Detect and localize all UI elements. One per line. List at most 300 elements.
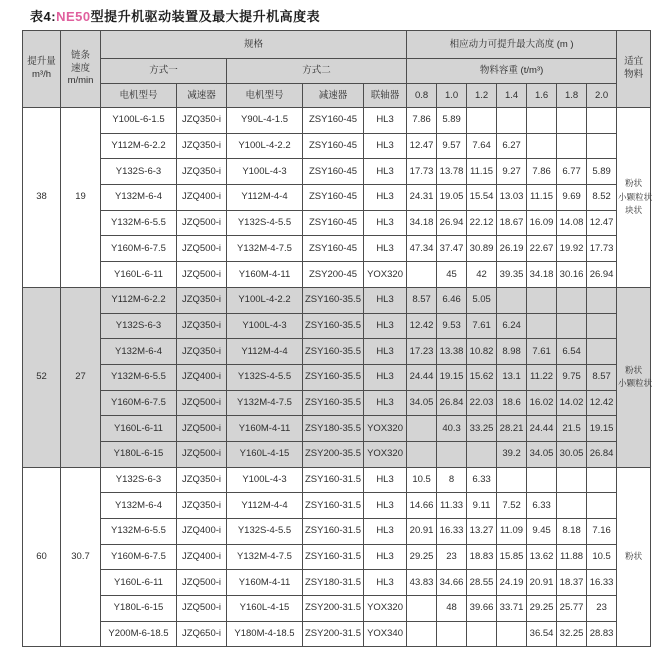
method1-reducer-cell: JZQ350-i — [177, 313, 227, 339]
max-height-cell: 16.33 — [437, 519, 467, 545]
max-height-cell: 28.21 — [497, 416, 527, 442]
max-height-cell: 15.54 — [467, 185, 497, 211]
method2-reducer-cell: ZSY160-45 — [303, 210, 364, 236]
header-density-1.6: 1.6 — [527, 84, 557, 108]
chain-speed-cell: 27 — [61, 287, 101, 467]
max-height-cell: 9.45 — [527, 519, 557, 545]
method1-reducer-cell: JZQ350-i — [177, 133, 227, 159]
coupling-cell: YOX320 — [364, 416, 407, 442]
max-height-cell: 9.11 — [467, 493, 497, 519]
method2-reducer-cell: ZSY160-45 — [303, 236, 364, 262]
method1-motor-model-cell: Y112M-6-2.2 — [101, 287, 177, 313]
max-height-cell: 34.05 — [527, 441, 557, 467]
max-height-cell: 8.57 — [407, 287, 437, 313]
max-height-cell: 6.77 — [557, 159, 587, 185]
method2-reducer-cell: ZSY160-35.5 — [303, 390, 364, 416]
max-height-cell: 39.2 — [497, 441, 527, 467]
table-row — [23, 544, 651, 570]
max-height-cell — [557, 467, 587, 493]
max-height-cell: 47.34 — [407, 236, 437, 262]
header-spec: 规格 — [101, 31, 407, 59]
header-density-1.4: 1.4 — [497, 84, 527, 108]
method1-motor-model-cell: Y132S-6-3 — [101, 313, 177, 339]
max-height-cell: 20.91 — [527, 570, 557, 596]
max-height-cell: 14.08 — [557, 210, 587, 236]
header-coupling: 联轴器 — [364, 84, 407, 108]
table-row — [23, 493, 651, 519]
method1-motor-model-cell: Y132M-6-4 — [101, 339, 177, 365]
max-height-cell: 29.25 — [527, 596, 557, 622]
header-chain-unit: m/min — [67, 75, 94, 87]
method1-motor-model-cell: Y160L-6-11 — [101, 416, 177, 442]
table-row — [23, 390, 651, 416]
method1-motor-model-cell: Y132M-6-5.5 — [101, 364, 177, 390]
table-row — [23, 262, 651, 288]
method1-motor-model-cell: Y132M-6-4 — [101, 493, 177, 519]
header-density-0.8: 0.8 — [407, 84, 437, 108]
method1-reducer-cell: JZQ500-i — [177, 262, 227, 288]
max-height-cell: 13.1 — [497, 364, 527, 390]
max-height-cell — [587, 133, 617, 159]
method1-motor-model-cell: Y112M-6-2.2 — [101, 133, 177, 159]
max-height-cell: 23 — [587, 596, 617, 622]
max-height-cell: 10.82 — [467, 339, 497, 365]
max-height-cell — [557, 108, 587, 134]
method2-motor-model-cell: Y132M-4-7.5 — [227, 236, 303, 262]
max-height-cell: 6.33 — [467, 467, 497, 493]
max-height-cell: 11.88 — [557, 544, 587, 570]
method2-motor-model-cell: Y100L-4-2.2 — [227, 133, 303, 159]
max-height-cell: 16.09 — [527, 210, 557, 236]
max-height-cell: 34.05 — [407, 390, 437, 416]
table-row — [23, 133, 651, 159]
method2-reducer-cell: ZSY160-45 — [303, 185, 364, 211]
table-row — [23, 467, 651, 493]
max-height-cell: 13.62 — [527, 544, 557, 570]
max-height-cell: 7.16 — [587, 519, 617, 545]
max-height-cell: 39.35 — [497, 262, 527, 288]
max-height-cell: 9.57 — [437, 133, 467, 159]
method2-reducer-cell: ZSY160-45 — [303, 108, 364, 134]
max-height-cell: 6.24 — [497, 313, 527, 339]
max-height-cell — [437, 621, 467, 647]
method2-reducer-cell: ZSY160-31.5 — [303, 519, 364, 545]
method2-reducer-cell: ZSY160-31.5 — [303, 544, 364, 570]
method1-motor-model-cell: Y100L-6-1.5 — [101, 108, 177, 134]
method1-motor-model-cell: Y160M-6-7.5 — [101, 390, 177, 416]
coupling-cell: HL3 — [364, 467, 407, 493]
max-height-cell — [467, 108, 497, 134]
max-height-cell: 48 — [437, 596, 467, 622]
max-height-cell: 13.78 — [437, 159, 467, 185]
coupling-cell: HL3 — [364, 493, 407, 519]
header-chain-label1: 链条 — [70, 49, 90, 61]
max-height-cell: 15.85 — [497, 544, 527, 570]
max-height-cell — [587, 108, 617, 134]
max-height-cell: 5.05 — [467, 287, 497, 313]
method1-reducer-cell: JZQ400-i — [177, 364, 227, 390]
header-capacity-unit: m³/h — [32, 69, 51, 80]
max-height-cell: 26.84 — [587, 441, 617, 467]
max-height-cell: 30.89 — [467, 236, 497, 262]
method1-reducer-cell: JZQ500-i — [177, 390, 227, 416]
max-height-cell: 17.73 — [587, 236, 617, 262]
max-height-cell: 21.5 — [557, 416, 587, 442]
max-height-cell: 18.67 — [497, 210, 527, 236]
method2-motor-model-cell: Y132S-4-5.5 — [227, 210, 303, 236]
max-height-cell: 15.62 — [467, 364, 497, 390]
max-height-cell: 13.38 — [437, 339, 467, 365]
method1-motor-model-cell: Y132M-6-5.5 — [101, 210, 177, 236]
method2-reducer-cell: ZSY180-31.5 — [303, 570, 364, 596]
suitable-material-cell: 粉状 — [617, 467, 651, 647]
max-height-cell: 18.83 — [467, 544, 497, 570]
method2-reducer-cell: ZSY160-31.5 — [303, 493, 364, 519]
max-height-cell — [587, 339, 617, 365]
max-height-cell — [407, 416, 437, 442]
table-row — [23, 441, 651, 467]
hoist-spec-table — [22, 30, 651, 647]
page-title — [30, 6, 656, 25]
max-height-cell: 17.23 — [407, 339, 437, 365]
method1-reducer-cell: JZQ500-i — [177, 441, 227, 467]
method1-motor-model-cell: Y160M-6-7.5 — [101, 236, 177, 262]
max-height-cell: 33.71 — [497, 596, 527, 622]
method1-reducer-cell: JZQ500-i — [177, 210, 227, 236]
method2-motor-model-cell: Y160L-4-15 — [227, 596, 303, 622]
method2-reducer-cell: ZSY160-31.5 — [303, 467, 364, 493]
max-height-cell — [587, 493, 617, 519]
method2-reducer-cell: ZSY160-35.5 — [303, 313, 364, 339]
chain-speed-cell: 19 — [61, 108, 101, 288]
method1-motor-model-cell: Y160L-6-11 — [101, 570, 177, 596]
method1-reducer-cell: JZQ350-i — [177, 159, 227, 185]
method1-reducer-cell: JZQ400-i — [177, 544, 227, 570]
max-height-cell: 7.61 — [527, 339, 557, 365]
coupling-cell: HL3 — [364, 390, 407, 416]
max-height-cell: 8.52 — [587, 185, 617, 211]
max-height-cell: 19.05 — [437, 185, 467, 211]
coupling-cell: HL3 — [364, 570, 407, 596]
max-height-cell: 43.83 — [407, 570, 437, 596]
header-material-label1: 适宜 — [624, 56, 644, 68]
coupling-cell: YOX320 — [364, 596, 407, 622]
max-height-cell: 24.19 — [497, 570, 527, 596]
max-height-cell: 7.64 — [467, 133, 497, 159]
max-height-cell: 36.54 — [527, 621, 557, 647]
max-height-cell — [497, 287, 527, 313]
max-height-cell: 24.44 — [407, 364, 437, 390]
coupling-cell: HL3 — [364, 185, 407, 211]
max-height-cell — [527, 108, 557, 134]
method1-motor-model-cell: Y180L-6-15 — [101, 596, 177, 622]
max-height-cell: 13.27 — [467, 519, 497, 545]
max-height-cell: 19.15 — [587, 416, 617, 442]
max-height-cell: 26.94 — [587, 262, 617, 288]
coupling-cell: HL3 — [364, 236, 407, 262]
max-height-cell: 39.66 — [467, 596, 497, 622]
suitable-material-cell: 粉状 小颗粒状 块状 — [617, 108, 651, 288]
max-height-cell: 7.86 — [407, 108, 437, 134]
method2-motor-model-cell: Y132M-4-7.5 — [227, 390, 303, 416]
max-height-cell: 24.44 — [527, 416, 557, 442]
method1-reducer-cell: JZQ500-i — [177, 596, 227, 622]
method1-reducer-cell: JZQ350-i — [177, 467, 227, 493]
max-height-cell: 16.33 — [587, 570, 617, 596]
chain-speed-cell: 30.7 — [61, 467, 101, 647]
max-height-cell: 9.53 — [437, 313, 467, 339]
title-model-highlight: NE50 — [56, 9, 91, 24]
coupling-cell: HL3 — [364, 544, 407, 570]
table-row — [23, 416, 651, 442]
header-max-height: 相应动力可提升最大高度 (m ) — [407, 31, 617, 59]
max-height-cell: 11.15 — [467, 159, 497, 185]
max-height-cell — [407, 262, 437, 288]
header-reducer-2: 减速器 — [303, 84, 364, 108]
header-chain-label2: 速度 — [70, 62, 90, 74]
max-height-cell: 7.61 — [467, 313, 497, 339]
max-height-cell: 19.92 — [557, 236, 587, 262]
max-height-cell: 12.47 — [587, 210, 617, 236]
method1-motor-model-cell: Y160L-6-11 — [101, 262, 177, 288]
header-method1: 方式一 — [101, 59, 227, 84]
max-height-cell: 40.3 — [437, 416, 467, 442]
method2-motor-model-cell: Y100L-4-3 — [227, 313, 303, 339]
header-density-1.8: 1.8 — [557, 84, 587, 108]
max-height-cell: 14.02 — [557, 390, 587, 416]
header-density-1.0: 1.0 — [437, 84, 467, 108]
method2-motor-model-cell: Y132M-4-7.5 — [227, 544, 303, 570]
method2-reducer-cell: ZSY160-45 — [303, 133, 364, 159]
max-height-cell: 11.22 — [527, 364, 557, 390]
max-height-cell: 19.15 — [437, 364, 467, 390]
max-height-cell: 14.66 — [407, 493, 437, 519]
max-height-cell: 26.94 — [437, 210, 467, 236]
method2-motor-model-cell: Y112M-4-4 — [227, 339, 303, 365]
coupling-cell: HL3 — [364, 210, 407, 236]
method2-motor-model-cell: Y100L-4-2.2 — [227, 287, 303, 313]
method1-motor-model-cell: Y180L-6-15 — [101, 441, 177, 467]
table-row — [23, 108, 651, 134]
max-height-cell: 17.73 — [407, 159, 437, 185]
max-height-cell — [527, 133, 557, 159]
method2-motor-model-cell: Y112M-4-4 — [227, 185, 303, 211]
header-capacity-label: 提升量 — [27, 56, 56, 68]
max-height-cell — [527, 287, 557, 313]
max-height-cell — [557, 493, 587, 519]
max-height-cell: 32.25 — [557, 621, 587, 647]
max-height-cell: 8 — [437, 467, 467, 493]
method1-motor-model-cell: Y132S-6-3 — [101, 467, 177, 493]
method1-reducer-cell: JZQ500-i — [177, 570, 227, 596]
method1-reducer-cell: JZQ350-i — [177, 493, 227, 519]
max-height-cell: 8.98 — [497, 339, 527, 365]
method1-motor-model-cell: Y132M-6-5.5 — [101, 519, 177, 545]
max-height-cell — [467, 441, 497, 467]
header-material-label2: 物料 — [624, 69, 644, 80]
max-height-cell: 8.57 — [587, 364, 617, 390]
table-body — [23, 108, 651, 647]
method2-motor-model-cell: Y160M-4-11 — [227, 262, 303, 288]
max-height-cell — [587, 313, 617, 339]
table-row — [23, 287, 651, 313]
max-height-cell: 28.83 — [587, 621, 617, 647]
method2-motor-model-cell: Y132S-4-5.5 — [227, 364, 303, 390]
method2-reducer-cell: ZSY200-31.5 — [303, 621, 364, 647]
max-height-cell: 23 — [437, 544, 467, 570]
table-row — [23, 236, 651, 262]
table-row — [23, 313, 651, 339]
capacity-cell: 60 — [23, 467, 61, 647]
header-method2: 方式二 — [227, 59, 407, 84]
max-height-cell: 37.47 — [437, 236, 467, 262]
method2-reducer-cell: ZSY200-31.5 — [303, 596, 364, 622]
table-row — [23, 570, 651, 596]
max-height-cell: 11.15 — [527, 185, 557, 211]
max-height-cell: 29.25 — [407, 544, 437, 570]
max-height-cell: 26.19 — [497, 236, 527, 262]
method2-motor-model-cell: Y90L-4-1.5 — [227, 108, 303, 134]
max-height-cell: 12.42 — [587, 390, 617, 416]
header-density-2.0: 2.0 — [587, 84, 617, 108]
max-height-cell: 7.52 — [497, 493, 527, 519]
max-height-cell: 20.91 — [407, 519, 437, 545]
table-row — [23, 210, 651, 236]
max-height-cell: 6.27 — [497, 133, 527, 159]
max-height-cell: 9.69 — [557, 185, 587, 211]
title-suffix: 型提升机驱动装置及最大提升机高度表 — [90, 9, 321, 24]
max-height-cell: 24.31 — [407, 185, 437, 211]
header-chain-speed — [61, 31, 101, 108]
method1-reducer-cell: JZQ350-i — [177, 339, 227, 365]
max-height-cell — [497, 467, 527, 493]
method2-reducer-cell: ZSY160-35.5 — [303, 287, 364, 313]
header-motor-model-1: 电机型号 — [101, 84, 177, 108]
method1-reducer-cell: JZQ350-i — [177, 287, 227, 313]
max-height-cell: 22.03 — [467, 390, 497, 416]
method2-motor-model-cell: Y112M-4-4 — [227, 493, 303, 519]
max-height-cell — [587, 287, 617, 313]
max-height-cell: 12.47 — [407, 133, 437, 159]
coupling-cell: HL3 — [364, 108, 407, 134]
max-height-cell — [587, 467, 617, 493]
method2-motor-model-cell: Y160L-4-15 — [227, 441, 303, 467]
header-density-1.2: 1.2 — [467, 84, 497, 108]
max-height-cell: 45 — [437, 262, 467, 288]
title-prefix: 表4: — [30, 9, 57, 24]
max-height-cell — [557, 313, 587, 339]
max-height-cell: 11.09 — [497, 519, 527, 545]
max-height-cell: 9.27 — [497, 159, 527, 185]
max-height-cell: 30.16 — [557, 262, 587, 288]
table-row — [23, 185, 651, 211]
max-height-cell — [557, 133, 587, 159]
coupling-cell: HL3 — [364, 313, 407, 339]
max-height-cell: 33.25 — [467, 416, 497, 442]
max-height-cell: 34.18 — [407, 210, 437, 236]
coupling-cell: HL3 — [364, 133, 407, 159]
suitable-material-cell: 粉状 小颗粒状 — [617, 287, 651, 467]
max-height-cell: 9.75 — [557, 364, 587, 390]
max-height-cell — [497, 621, 527, 647]
max-height-cell: 13.03 — [497, 185, 527, 211]
method1-reducer-cell: JZQ400-i — [177, 185, 227, 211]
max-height-cell: 16.02 — [527, 390, 557, 416]
table-row — [23, 596, 651, 622]
coupling-cell: HL3 — [364, 364, 407, 390]
header-density: 物料容重 (t/m³) — [407, 59, 617, 84]
method2-reducer-cell: ZSY160-45 — [303, 159, 364, 185]
table-row — [23, 519, 651, 545]
max-height-cell: 12.42 — [407, 313, 437, 339]
max-height-cell: 7.86 — [527, 159, 557, 185]
method1-motor-model-cell: Y160M-6-7.5 — [101, 544, 177, 570]
method2-reducer-cell: ZSY200-45 — [303, 262, 364, 288]
max-height-cell — [497, 108, 527, 134]
method1-reducer-cell: JZQ650-i — [177, 621, 227, 647]
method2-reducer-cell: ZSY160-35.5 — [303, 364, 364, 390]
method2-motor-model-cell: Y132S-4-5.5 — [227, 519, 303, 545]
header-capacity — [23, 31, 61, 108]
table-row — [23, 339, 651, 365]
max-height-cell: 5.89 — [587, 159, 617, 185]
max-height-cell — [527, 467, 557, 493]
max-height-cell: 18.37 — [557, 570, 587, 596]
method1-motor-model-cell: Y200M-6-18.5 — [101, 621, 177, 647]
coupling-cell: YOX320 — [364, 441, 407, 467]
max-height-cell: 34.66 — [437, 570, 467, 596]
header-reducer-1: 减速器 — [177, 84, 227, 108]
coupling-cell: YOX340 — [364, 621, 407, 647]
method1-reducer-cell: JZQ500-i — [177, 416, 227, 442]
table-header — [23, 31, 651, 108]
max-height-cell: 26.84 — [437, 390, 467, 416]
max-height-cell: 10.5 — [587, 544, 617, 570]
method2-reducer-cell: ZSY160-35.5 — [303, 339, 364, 365]
max-height-cell — [557, 287, 587, 313]
table-row — [23, 364, 651, 390]
method1-motor-model-cell: Y132S-6-3 — [101, 159, 177, 185]
max-height-cell — [527, 313, 557, 339]
table-row — [23, 621, 651, 647]
max-height-cell: 8.18 — [557, 519, 587, 545]
capacity-cell: 38 — [23, 108, 61, 288]
max-height-cell — [437, 441, 467, 467]
header-suitable-material — [617, 31, 651, 108]
method2-reducer-cell: ZSY180-35.5 — [303, 416, 364, 442]
max-height-cell: 18.6 — [497, 390, 527, 416]
max-height-cell: 11.33 — [437, 493, 467, 519]
max-height-cell: 6.33 — [527, 493, 557, 519]
max-height-cell — [407, 621, 437, 647]
max-height-cell: 22.67 — [527, 236, 557, 262]
max-height-cell: 42 — [467, 262, 497, 288]
max-height-cell: 22.12 — [467, 210, 497, 236]
coupling-cell: HL3 — [364, 159, 407, 185]
max-height-cell: 5.89 — [437, 108, 467, 134]
max-height-cell: 34.18 — [527, 262, 557, 288]
method2-motor-model-cell: Y180M-4-18.5 — [227, 621, 303, 647]
method2-motor-model-cell: Y160M-4-11 — [227, 570, 303, 596]
coupling-cell: HL3 — [364, 519, 407, 545]
coupling-cell: HL3 — [364, 287, 407, 313]
method2-motor-model-cell: Y160M-4-11 — [227, 416, 303, 442]
max-height-cell — [407, 441, 437, 467]
method2-motor-model-cell: Y100L-4-3 — [227, 159, 303, 185]
max-height-cell — [467, 621, 497, 647]
max-height-cell: 30.05 — [557, 441, 587, 467]
coupling-cell: HL3 — [364, 339, 407, 365]
